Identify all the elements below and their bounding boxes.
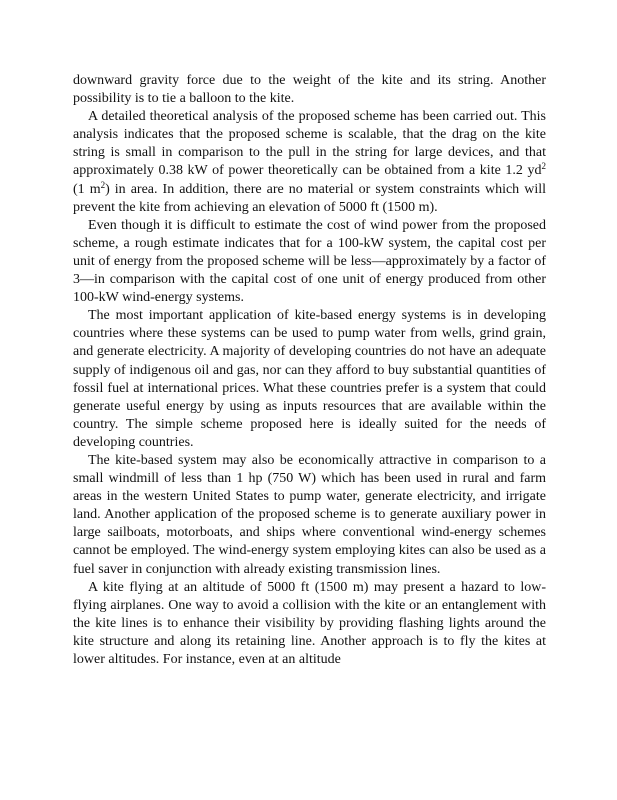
document-page — [73, 72, 546, 669]
analysis-text-part-b: (1 m — [73, 181, 101, 197]
paragraph-airplane-hazard: A kite flying at an altitude of 5000 ft (1500 m) may present a hazard to low-flying airplanes. One way to avoid a collision with the kite or an entanglement with the kite lines is to enhance their visibility by providing flashing lights around the kite structure and along its retaining line. Another approach is to fly the kites at lower altitudes. For instance, even at an altitude — [73, 579, 546, 667]
paragraph-developing-countries: The most important application of kite-based energy systems is in developing countries where these systems can be used to pump water from wells, grind grain, and generate electricity. A majority of developing countries do not have an adequate supply of indigenous oil and gas, nor can they afford to buy substantial quantities of fossil fuel at international prices. What these countries prefer is a system that could generate useful energy by using as inputs resources that are available within the country. The simple scheme proposed here is ideally suited for the needs of developing countries. — [73, 308, 546, 450]
paragraph-theoretical-analysis — [73, 108, 546, 217]
analysis-text-part-c: ) in area. In addition, there are no material or system constraints which will prevent the kite from achieving an elevation of 5000 ft (1500 m). — [73, 181, 546, 215]
square-meter-superscript: 2 — [100, 179, 106, 190]
analysis-text-part-a: A detailed theoretical analysis of the proposed scheme has been carried out. This analysis indicates that the proposed scheme is scalable, that the drag on the kite string is small in comparison to the pull in the string for large devices, and that approximately 0.38 kW of power theoretically can be obtained from a kite 1.2 yd — [73, 109, 546, 179]
paragraph-gravity-balloon: downward gravity force due to the weight of the kite and its string. Another possibility is to tie a balloon to the kite. — [73, 73, 546, 107]
square-yard-superscript: 2 — [541, 161, 546, 172]
paragraph-cost-estimate: Even though it is difficult to estimate the cost of wind power from the proposed scheme, a rough estimate indicates that for a 100-kW system, the capital cost per unit of energy from the proposed scheme will be less—approximately by a factor of 3—in comparison with the capital cost of one unit of energy produced from other 100-kW wind-energy systems. — [73, 217, 546, 306]
paragraph-economic-applications: The kite-based system may also be economically attractive in comparison to a small windmill of less than 1 hp (750 W) which has been used in rural and farm areas in the western United States to pump water, generate electricity, and irrigate land. Another application of the proposed scheme is to generate auxiliary power in large sailboats, motorboats, and ships where conventional wind-energy schemes cannot be employed. The wind-energy system employing kites can also be used as a fuel saver in conjunction with already existing transmission lines. — [73, 452, 546, 577]
